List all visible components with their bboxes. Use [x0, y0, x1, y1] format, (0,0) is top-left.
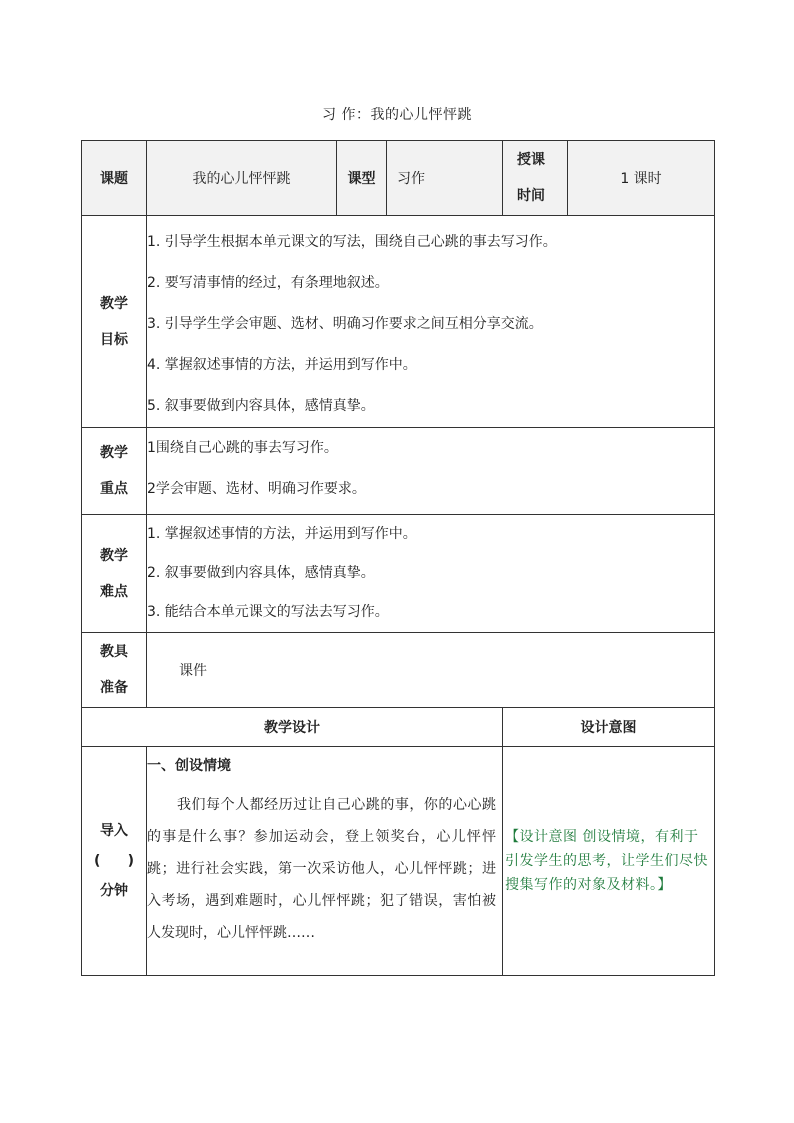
difficulty-item: 1. 掌握叙述事情的方法，并运用到写作中。 [147, 526, 417, 542]
header-row [82, 141, 715, 216]
goals-row [82, 216, 715, 428]
topic-value: 我的心儿怦怦跳 [147, 141, 337, 216]
difficulty-label-line2: 难点 [100, 583, 128, 600]
goals-label-line1: 教学 [100, 295, 128, 312]
focus-item: 2学会审题、选材、明确习作要求。 [147, 481, 366, 497]
section-title: 一、创设情境 [147, 758, 231, 774]
tools-label-line1: 教具 [100, 644, 128, 660]
topic-label: 课题 [82, 141, 147, 216]
goals-content [147, 216, 715, 428]
type-value: 习作 [387, 141, 503, 216]
intro-content [147, 747, 503, 976]
goals-label-line2: 目标 [100, 331, 128, 348]
design-right-header: 设计意图 [503, 708, 715, 747]
focus-content [147, 428, 715, 515]
difficulty-label [82, 515, 147, 633]
intro-row [82, 747, 715, 976]
goal-item: 3. 引导学生学会审题、选材、明确习作要求之间互相分享交流。 [147, 316, 543, 332]
difficulty-row [82, 515, 715, 633]
intro-label-line1: 导入 [100, 823, 128, 839]
focus-list [147, 428, 714, 510]
time-value: 1 课时 [568, 141, 715, 216]
goal-item: 2. 要写清事情的经过，有条理地叙述。 [147, 275, 389, 291]
goals-list [147, 216, 714, 427]
tools-row [82, 633, 715, 708]
paren-right: ) [127, 853, 134, 869]
difficulty-content [147, 515, 715, 633]
document-title: 习 作：我的心儿怦怦跳 [322, 107, 472, 123]
goal-item: 4. 掌握叙述事情的方法，并运用到写作中。 [147, 357, 417, 373]
design-header-row [82, 708, 715, 747]
intro-note-cell [503, 747, 715, 976]
focus-row [82, 428, 715, 515]
type-label: 课型 [337, 141, 387, 216]
tools-content [147, 633, 715, 708]
difficulty-item: 3. 能结合本单元课文的写法去写习作。 [147, 604, 389, 620]
design-left-header: 教学设计 [82, 708, 503, 747]
goal-item: 5. 叙事要做到内容具体，感情真挚。 [147, 398, 375, 414]
time-label-line1: 授课 [517, 152, 545, 168]
difficulty-label-line1: 教学 [100, 547, 128, 564]
tools-label [82, 633, 147, 708]
duration-blank [94, 846, 134, 876]
intro-label [82, 747, 147, 976]
lesson-plan-table [81, 140, 715, 976]
paren-left: ( [94, 853, 101, 869]
difficulty-list [147, 515, 714, 632]
tools-label-line2: 准备 [100, 680, 128, 696]
goals-label [82, 216, 147, 428]
goal-item: 1. 引导学生根据本单元课文的写法，围绕自己心跳的事去写习作。 [147, 234, 557, 250]
focus-item: 1围绕自己心跳的事去写习作。 [147, 440, 338, 456]
time-label-line2: 时间 [517, 188, 545, 204]
time-label [503, 141, 568, 216]
difficulty-item: 2. 叙事要做到内容具体，感情真挚。 [147, 565, 375, 581]
intro-label-line3: 分钟 [100, 883, 128, 899]
tools-value: 课件 [179, 663, 207, 679]
focus-label-line1: 教学 [100, 445, 128, 461]
focus-label [82, 428, 147, 515]
focus-label-line2: 重点 [100, 481, 128, 497]
design-intent-note: 【设计意图 创设情境，有利于引发学生的思考，让学生们尽快搜集写作的对象及材料。】 [505, 829, 708, 893]
intro-paragraph: 我们每个人都经历过让自己心跳的事，你的心心跳的事是什么事？参加运动会，登上领奖台，心儿怦怦跳；进行社会实践，第一次采访他人，心儿怦怦跳；进入考场，遇到难题时，心儿怦怦跳；犯了错误，害怕被人发现时，心儿怦怦跳…… [147, 797, 496, 941]
